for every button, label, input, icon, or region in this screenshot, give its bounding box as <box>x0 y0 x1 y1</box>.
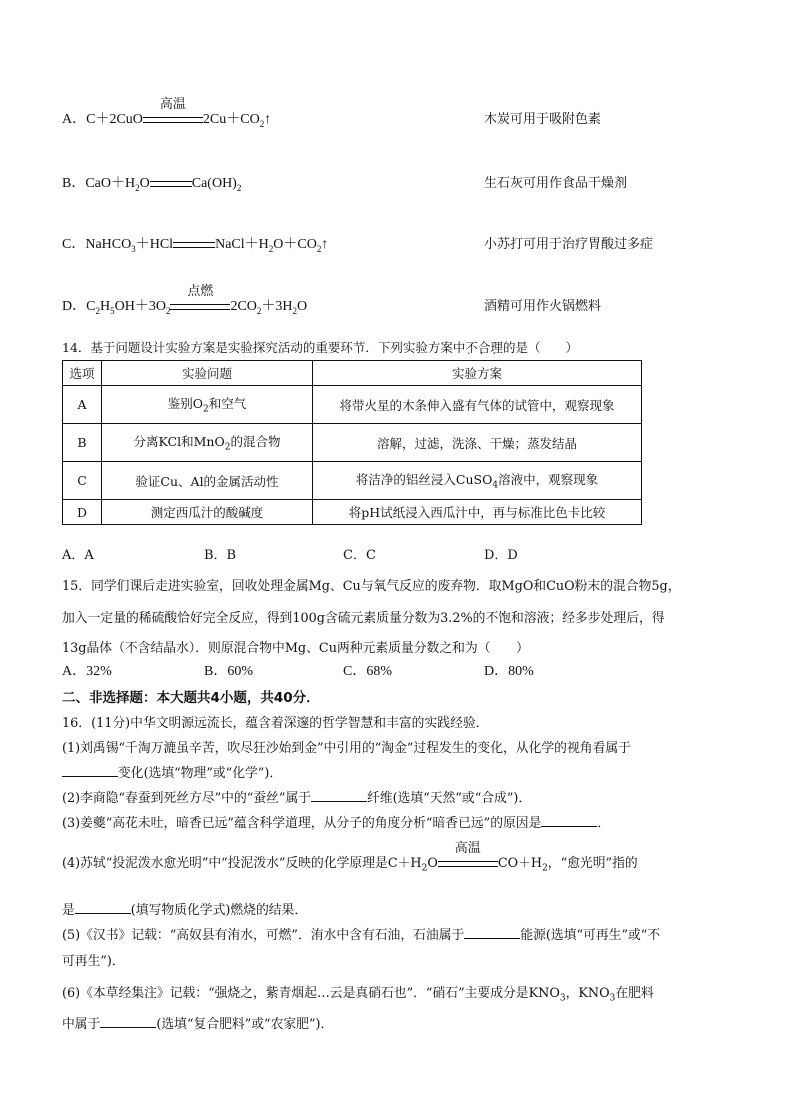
q15-line-2: 加入一定量的稀硫酸恰好完全反应，得到100g含硫元素质量分数为3.2%的不饱和溶液；经多步处理后，得 <box>62 611 665 626</box>
table-row <box>63 424 642 462</box>
q15-line-3: 13g晶体（不含结晶水）．则原混合物中Mg、Cu两种元素质量分数之和为（ ） <box>62 641 529 656</box>
table-cell: 鉴别$O_2$和空气 <box>102 386 313 424</box>
q16-part-5b: 可再生”)． <box>62 954 125 969</box>
q16-part-3: (3)姜夔“高花未吐，暗香已远”蕴含科学道理，从分子的角度分析“暗香已远”的原因是 ． <box>62 816 611 831</box>
table-cell: D <box>63 500 102 525</box>
q14-choice-b: B．B <box>204 548 237 563</box>
table-cell: 测定西瓜汁的酸碱度 <box>102 500 313 525</box>
q15-choice-a: A．32% <box>62 664 112 679</box>
answer-blank[interactable] <box>100 1017 156 1028</box>
q15-line-1: 15．同学们课后走进实验室，回收处理金属Mg、Cu与氧气反应的废弃物．取MgO和CuO粉末的混合物5g， <box>62 579 681 594</box>
table-cell: B <box>63 424 102 462</box>
q16-part-4a: (4)苏轼“投泥泼水愈光明”中“投泥泼水”反映的化学原理是$C+H_2O$ 高温 $CO+H_2$，“愈光明”指的 <box>62 841 638 874</box>
table-row <box>63 386 642 424</box>
q13-option-a: A．C＋2CuO 高温 $2Cu+CO_2↑$ <box>62 97 272 129</box>
q15-choice-c: C．68% <box>343 664 392 679</box>
table-cell: A <box>63 386 102 424</box>
q16-part-5a: (5)《汉书》记载：“高奴县有洧水，可燃”．洧水中含有石油，石油属于 能源(选填“可再生”或“不 <box>62 928 661 943</box>
q14-stem: 14．基于问题设计实验方案是实验探究活动的重要环节．下列实验方案中不合理 • • •的是（ ） <box>62 338 578 356</box>
q13-option-c: C．NaHCO$_3$＋HCl $NaCl+H_2O+CO_2↑$ <box>62 237 329 254</box>
table-row <box>63 500 642 525</box>
table-header-cell: 实验方案 <box>313 361 642 386</box>
q16-part-1b: 变化(选填“物理”或“化学”)． <box>62 762 282 781</box>
q14-table <box>62 360 642 525</box>
q15-choice-d: D．80% <box>484 664 534 679</box>
table-cell: 验证Cu、Al的金属活动性 <box>102 462 313 500</box>
table-cell: 分离KCl和MnO$_2$的混合物 <box>102 424 313 462</box>
q13-use-b: 生石灰可用作食品干燥剂 <box>484 176 628 191</box>
q14-choice-d: D．D <box>484 548 518 563</box>
table-cell: C <box>63 462 102 500</box>
table-cell: 溶解，过滤，洗涤、干燥；蒸发结晶 <box>313 424 642 462</box>
q14-choice-c: C．C <box>343 548 376 563</box>
q13-use-d: 酒精可用作火锅燃料 <box>484 299 602 314</box>
q13-use-c: 小苏打可用于治疗胃酸过多症 <box>484 237 654 252</box>
table-cell: 将带火星的木条伸入盛有气体的试管中，观察现象 <box>313 386 642 424</box>
q16-part-4b: 是 (填写物质化学式)燃烧的结果． <box>62 903 308 918</box>
q14-emphasis: 不合理 • • • <box>465 340 503 355</box>
answer-blank[interactable] <box>311 791 367 802</box>
q13-use-a: 木炭可用于吸附色素 <box>484 112 602 127</box>
q16-part-1a: (1)刘禹锡“千淘万漉虽辛苦，吹尽狂沙始到金”中引用的“淘金”过程发生的变化，从化学的视角看属于 <box>62 741 631 756</box>
answer-blank[interactable] <box>541 816 597 827</box>
table-cell: 将洁净的铝丝浸入CuSO$_4$溶液中，观察现象 <box>313 462 642 500</box>
q13-option-b: B．$CaO+H_2O$ $Ca(OH)_2$ <box>62 176 242 193</box>
table-header-cell: 实验问题 <box>102 361 313 386</box>
q16-part-6a: (6)《本草经集注》记载：“强烧之，紫青烟起…云是真硝石也”．“硝石”主要成分是$KNO_3$，$KNO_3$在肥料 <box>62 986 654 1004</box>
q14-choice-a: A．A <box>62 548 94 563</box>
q16-part-2: (2)李商隐“春蚕到死丝方尽”中的“蚕丝”属于 纤维(选填“天然”或“合成”)． <box>62 791 532 806</box>
q16-part-6b: 中属于 (选填“复合肥料”或“农家肥”)． <box>62 1017 334 1032</box>
q16-stem: 16．(11分)中华文明源远流长，蕴含着深邃的哲学智慧和丰富的实践经验． <box>62 716 489 731</box>
table-cell: 将pH试纸浸入西瓜汁中，再与标准比色卡比较 <box>313 500 642 525</box>
q13-option-d: D．$C_2H_5OH+3O_2$ 点燃 $2CO_2+3H_2O$ <box>62 284 308 316</box>
answer-blank[interactable] <box>75 903 131 914</box>
section-title: 二、非选择题：本大题共4小题，共40分． <box>62 690 320 706</box>
table-header-cell: 选项 <box>63 361 102 386</box>
table-header-row <box>63 361 642 386</box>
answer-blank[interactable] <box>464 928 520 939</box>
answer-blank[interactable] <box>62 766 118 777</box>
table-row <box>63 462 642 500</box>
q15-choice-b: B．60% <box>204 664 253 679</box>
